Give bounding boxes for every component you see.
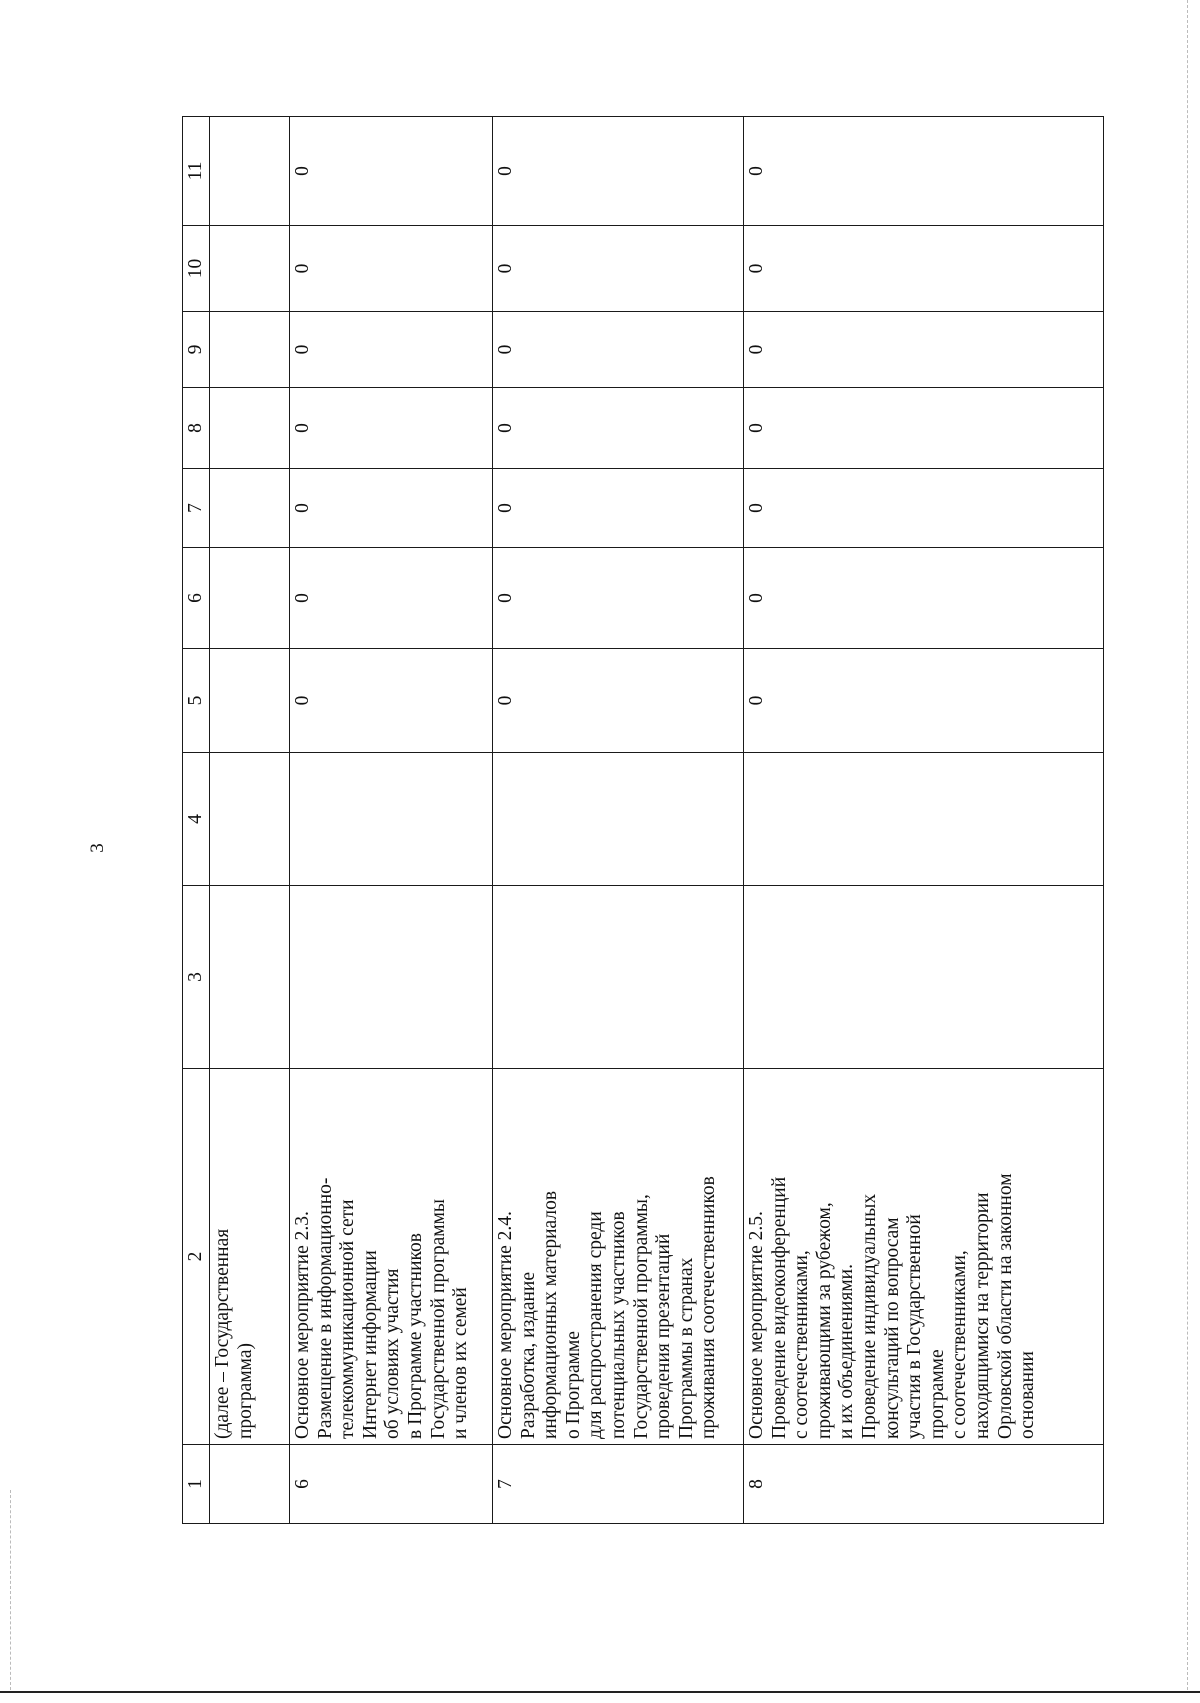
empty-cell [210,226,290,312]
column-header-8: 8 [183,388,210,469]
header-row [183,117,210,1524]
table-row [290,117,493,1524]
empty-cell [210,388,290,469]
column-header-5: 5 [183,649,210,753]
row-col10: 0 [493,226,744,312]
empty-cell [210,117,290,226]
row-col4 [290,753,493,886]
row-col9: 0 [290,312,493,388]
row-col5: 0 [493,649,744,753]
empty-cell [210,649,290,753]
row-col7: 0 [493,469,744,548]
page-number: 3 [87,843,108,853]
table-row [744,117,1104,1524]
column-header-1: 1 [183,1445,210,1524]
row-col11: 0 [290,117,493,226]
continuation-row [210,117,290,1524]
row-col6: 0 [744,548,1104,649]
row-col3 [290,886,493,1069]
row-col6: 0 [493,548,744,649]
row-number: 7 [493,1445,744,1524]
row-col9: 0 [744,312,1104,388]
row-col7: 0 [290,469,493,548]
column-header-3: 3 [183,886,210,1069]
row-number: 8 [744,1445,1104,1524]
row-col4 [744,753,1104,886]
row-col11: 0 [493,117,744,226]
measure-description: Основное мероприятие 2.3. Размещение в информационно- телекоммуникационной сети Интернет информации об условиях участия в Программе участников Государственной программы и членов их семей [290,1069,493,1445]
column-header-10: 10 [183,226,210,312]
empty-cell [210,548,290,649]
row-col5: 0 [290,649,493,753]
table-row [493,117,744,1524]
row-col3 [744,886,1104,1069]
scan-bottom-border [0,1691,1200,1693]
row-col9: 0 [493,312,744,388]
column-header-9: 9 [183,312,210,388]
column-header-2: 2 [183,1069,210,1445]
row-col5: 0 [744,649,1104,753]
column-header-4: 4 [183,753,210,886]
row-col8: 0 [744,388,1104,469]
row-col8: 0 [493,388,744,469]
scan-edge-line [10,1490,11,1690]
empty-cell [210,753,290,886]
program-measures-table [182,116,1104,1524]
column-header-11: 11 [183,117,210,226]
row-number: 6 [290,1445,493,1524]
table-container [182,117,1098,1524]
row-col3 [493,886,744,1069]
empty-cell [210,469,290,548]
row-col6: 0 [290,548,493,649]
column-header-7: 7 [183,469,210,548]
row-col4 [493,753,744,886]
measure-description: Основное мероприятие 2.4. Разработка, издание информационных материалов о Программе для распространения среди потенциальных участников Государственной программы, проведения презентаций Программы в странах проживания соотечественников [493,1069,744,1445]
row-col7: 0 [744,469,1104,548]
continuation-row-num [210,1445,290,1524]
column-header-6: 6 [183,548,210,649]
row-col11: 0 [744,117,1104,226]
empty-cell [210,312,290,388]
measure-description: Основное мероприятие 2.5. Проведение видеоконференций с соотечественниками, проживающими за рубежом, и их объединениями. Проведение индивидуальных консультаций по вопросам участия в Государственной программе с соотечественниками, находящимися на территории Орловской области на законном основании [744,1069,1104,1445]
row-col10: 0 [290,226,493,312]
empty-cell [210,886,290,1069]
scan-edge-line [1187,0,1188,1690]
row-col8: 0 [290,388,493,469]
row-col10: 0 [744,226,1104,312]
continuation-row-text: (далее – Государственная программа) [210,1069,290,1445]
